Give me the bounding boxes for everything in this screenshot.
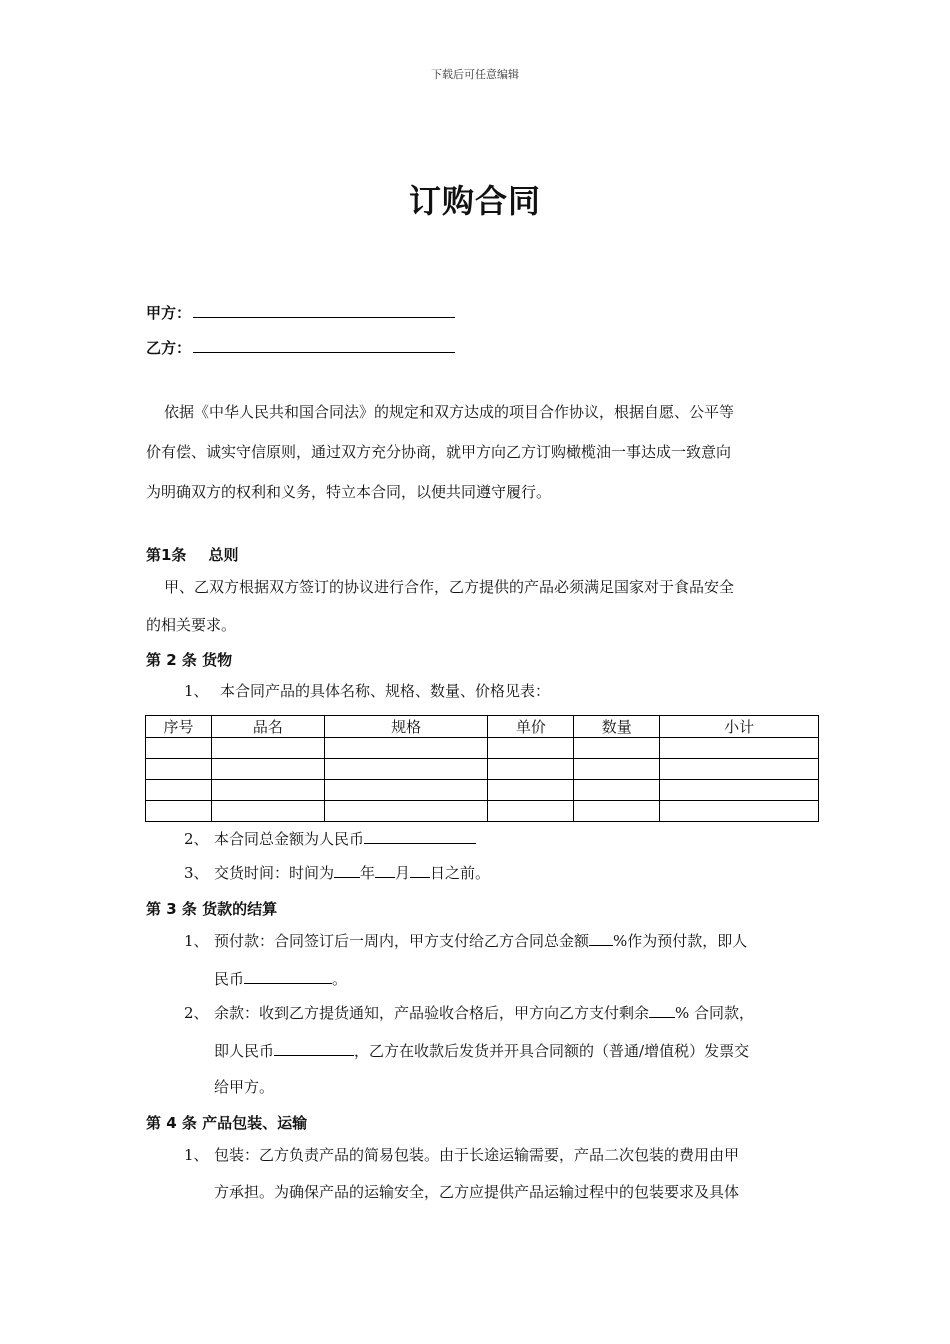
table-cell[interactable] — [660, 801, 819, 822]
article-1-heading — [146, 544, 238, 565]
table-row — [146, 801, 819, 822]
party-b-blank — [193, 338, 455, 353]
table-cell[interactable] — [488, 780, 574, 801]
article-1-line: 的相关要求。 — [146, 616, 237, 634]
column-header-index: 序号 — [146, 716, 212, 738]
table-cell[interactable] — [146, 780, 212, 801]
month-label: 月 — [395, 864, 411, 882]
table-cell[interactable] — [324, 801, 488, 822]
table-cell[interactable] — [146, 801, 212, 822]
table-row — [146, 780, 819, 801]
article-1-line: 甲、乙双方根据双方签订的协议进行合作，乙方提供的产品必须满足国家对于食品安全 — [164, 578, 735, 596]
day-blank — [410, 864, 430, 878]
preamble-line: 为明确双方的权利和义务，特立本合同，以便共同遵守履行。 — [146, 483, 552, 501]
month-blank — [375, 864, 395, 878]
table-cell[interactable] — [488, 759, 574, 780]
article-3-item-2-end: 给甲方。 — [214, 1078, 275, 1096]
item-text: 民币 — [214, 970, 245, 988]
item-text: 交货时间：时间为 — [214, 864, 335, 882]
article-4-item-1-continued: 方承担。为确保产品的运输安全，乙方应提供产品运输过程中的包装要求及具体 — [214, 1183, 740, 1201]
prepay-percent-blank — [589, 932, 613, 946]
goods-table — [145, 715, 819, 822]
party-a-row — [146, 302, 455, 323]
year-blank — [334, 864, 360, 878]
item-text: 。 — [332, 970, 348, 988]
item-text: % 合同款， — [675, 1004, 755, 1022]
table-cell[interactable] — [574, 738, 660, 759]
total-amount-blank — [364, 830, 476, 844]
column-header-price: 单价 — [488, 716, 574, 738]
table-cell[interactable] — [146, 759, 212, 780]
article-3-heading: 第 3 条 货款的结算 — [146, 900, 278, 918]
article-2-item-1 — [184, 673, 550, 709]
item-number: 2、 — [184, 830, 209, 848]
item-text: %作为预付款，即人 — [613, 932, 748, 950]
column-header-name: 品名 — [211, 716, 324, 738]
table-header-row — [146, 716, 819, 738]
header-note: 下载后可任意编辑 — [431, 68, 519, 81]
table-cell[interactable] — [211, 780, 324, 801]
article-3-item-2-continued — [214, 1033, 814, 1069]
table-cell[interactable] — [660, 759, 819, 780]
article-1-body — [146, 568, 812, 644]
table-row — [146, 759, 819, 780]
item-text: ，乙方在收款后发货并开具合同额的（普通/增值税）发票交 — [354, 1042, 750, 1060]
article-2-heading: 第 2 条 货物 — [146, 651, 233, 669]
table-cell[interactable] — [211, 801, 324, 822]
table-cell[interactable] — [211, 738, 324, 759]
item-number: 1、 — [184, 1146, 209, 1164]
party-a-label: 甲方： — [146, 304, 192, 322]
table-cell[interactable] — [488, 801, 574, 822]
year-label: 年 — [360, 864, 376, 882]
article-1-title: 总则 — [208, 546, 239, 564]
table-cell[interactable] — [574, 780, 660, 801]
party-b-row — [146, 337, 455, 358]
table-cell[interactable] — [660, 738, 819, 759]
article-3-item-2 — [184, 995, 824, 1031]
prepay-amount-blank — [244, 970, 332, 984]
table-row — [146, 738, 819, 759]
item-text: 包装：乙方负责产品的简易包装。由于长途运输需要，产品二次包装的费用由甲 — [214, 1146, 740, 1164]
article-2-item-3 — [184, 855, 490, 891]
table-cell[interactable] — [574, 801, 660, 822]
table-cell[interactable] — [660, 780, 819, 801]
table-cell[interactable] — [324, 738, 488, 759]
balance-amount-blank — [274, 1042, 354, 1056]
column-header-subtotal: 小计 — [660, 716, 819, 738]
item-text-end: 日之前。 — [430, 864, 491, 882]
table-cell[interactable] — [488, 738, 574, 759]
item-number: 2、 — [184, 1004, 209, 1022]
preamble-line: 价有偿、诚实守信原则，通过双方充分协商，就甲方向乙方订购橄榄油一事达成一致意向 — [146, 443, 732, 461]
item-number: 3、 — [184, 864, 209, 882]
balance-percent-blank — [649, 1004, 675, 1018]
article-3-item-1-continued — [214, 961, 814, 997]
table-cell[interactable] — [324, 759, 488, 780]
party-a-blank — [193, 303, 455, 318]
article-3-item-1 — [184, 923, 747, 959]
item-number: 1、 — [184, 682, 209, 700]
preamble-line: 依据《中华人民共和国合同法》的规定和双方达成的项目合作协议，根据自愿、公平等 — [164, 403, 735, 421]
column-header-quantity: 数量 — [574, 716, 660, 738]
article-2-item-2 — [184, 821, 476, 857]
item-number: 1、 — [184, 932, 209, 950]
table-cell[interactable] — [324, 780, 488, 801]
item-text: 预付款：合同签订后一周内，甲方支付给乙方合同总金额 — [214, 932, 590, 950]
document-title: 订购合同 — [408, 182, 541, 220]
preamble — [146, 392, 812, 512]
item-text: 本合同产品的具体名称、规格、数量、价格见表： — [220, 682, 551, 700]
column-header-spec: 规格 — [324, 716, 488, 738]
item-text: 本合同总金额为人民币 — [214, 830, 365, 848]
party-b-label: 乙方： — [146, 339, 192, 357]
article-4-item-1 — [184, 1137, 739, 1173]
table-cell[interactable] — [574, 759, 660, 780]
article-1-number: 第1条 — [146, 546, 187, 564]
item-text: 余款：收到乙方提货通知，产品验收合格后，甲方向乙方支付剩余 — [214, 1004, 650, 1022]
table-cell[interactable] — [146, 738, 212, 759]
item-text: 即人民币 — [214, 1042, 275, 1060]
table-cell[interactable] — [211, 759, 324, 780]
article-4-heading: 第 4 条 产品包装、运输 — [146, 1114, 308, 1132]
